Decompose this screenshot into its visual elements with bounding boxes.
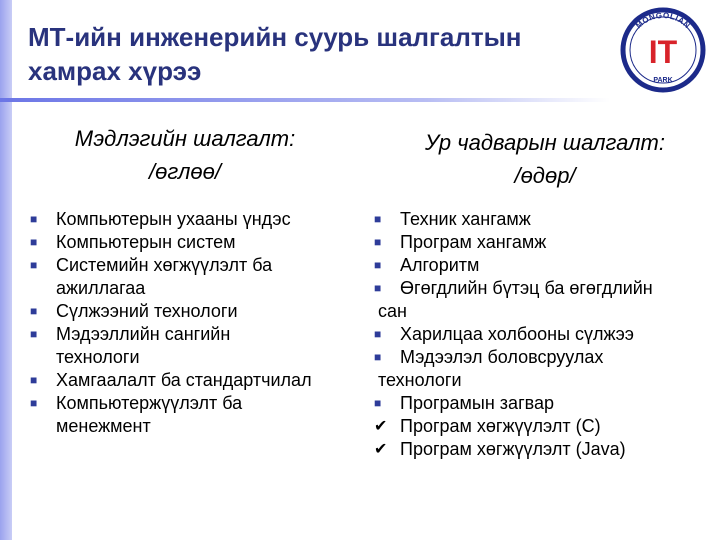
square-bullet-icon: ■ [30, 304, 38, 318]
square-bullet-icon: ■ [374, 396, 382, 410]
list-item-text: Техник хангамж [400, 209, 531, 229]
mongolian-it-park-logo [613, 6, 713, 94]
sub-list-item [374, 415, 709, 438]
list-item-text: ажиллагаа [56, 278, 146, 298]
square-bullet-icon: ■ [30, 258, 38, 272]
list-item-text: Харилцаа холбооны сүлжээ [400, 324, 634, 344]
list-item [374, 208, 709, 231]
square-bullet-icon: ■ [30, 235, 38, 249]
list-item-text: Програмын загвар [400, 393, 555, 413]
list-item-text: сан [378, 301, 407, 321]
list-item-text: технологи [378, 370, 462, 390]
skill-exam-list [374, 208, 709, 461]
list-item [374, 254, 709, 277]
square-bullet-icon: ■ [30, 327, 38, 341]
square-bullet-icon: ■ [374, 212, 382, 226]
square-bullet-icon: ■ [374, 235, 382, 249]
square-bullet-icon: ■ [30, 212, 38, 226]
square-bullet-icon: ■ [374, 327, 382, 341]
list-item [30, 369, 360, 392]
list-item-text: менежмент [56, 416, 151, 436]
title-line-1: МТ-ийн инженерийн суурь шалгалтын [28, 22, 522, 52]
left-heading-line-1: Мэдлэгийн шалгалт: [74, 126, 296, 151]
skill-exam-heading [385, 126, 705, 192]
square-bullet-icon: ■ [30, 396, 38, 410]
list-item [30, 300, 360, 323]
knowledge-exam-list [30, 208, 360, 438]
list-item [374, 323, 709, 346]
knowledge-exam-heading [40, 122, 330, 188]
list-item-text: Компьютержүүлэлт ба [56, 393, 243, 413]
list-item [374, 231, 709, 254]
square-bullet-icon: ■ [374, 281, 382, 295]
list-item [30, 254, 360, 300]
list-item [374, 277, 709, 323]
sub-list-item [374, 438, 709, 461]
list-item [374, 392, 709, 415]
list-item-text: Компьютерын систем [56, 232, 236, 252]
left-accent-bar [0, 0, 12, 540]
title-line-2: хамрах хүрээ [28, 56, 202, 86]
sub-list-item-text: Програм хөгжүүлэлт (Java) [400, 439, 626, 459]
list-item-text: Програм хангамж [400, 232, 547, 252]
list-item-text: Алгоритм [400, 255, 480, 275]
list-item [30, 392, 360, 438]
right-heading-line-1: Ур чадварын шалгалт: [425, 130, 665, 155]
list-item [30, 231, 360, 254]
list-item-text: Өгөгдлийн бүтэц ба өгөгдлийн [400, 278, 653, 298]
square-bullet-icon: ■ [374, 258, 382, 272]
square-bullet-icon: ■ [30, 373, 38, 387]
list-item-text: Сүлжээний технологи [56, 301, 238, 321]
list-item-text: технологи [56, 347, 140, 367]
left-heading-line-2: /өглөө/ [149, 159, 221, 184]
right-heading-line-2: /өдөр/ [514, 163, 576, 188]
logo-bottom-text: PARK [653, 77, 673, 84]
logo-main-text: IT [648, 34, 678, 70]
list-item-text: Мэдээлэл боловсруулах [400, 347, 604, 367]
arrow-bullet-icon: ✔ [374, 441, 388, 458]
arrow-bullet-icon: ✔ [374, 418, 388, 435]
list-item [30, 323, 360, 369]
title-underline [0, 98, 610, 102]
list-item [30, 208, 360, 231]
logo-top-text: MONGOLIAN [634, 10, 692, 31]
list-item-text: Компьютерын ухааны үндэс [56, 209, 291, 229]
list-item-text: Системийн хөгжүүлэлт ба [56, 255, 273, 275]
list-item-text: Хамгаалалт ба стандартчилал [56, 370, 312, 390]
list-item [374, 346, 709, 392]
list-item-text: Мэдээллийн сангийн [56, 324, 231, 344]
sub-list-item-text: Програм хөгжүүлэлт (C) [400, 416, 601, 436]
slide-title [28, 20, 588, 88]
square-bullet-icon: ■ [374, 350, 382, 364]
